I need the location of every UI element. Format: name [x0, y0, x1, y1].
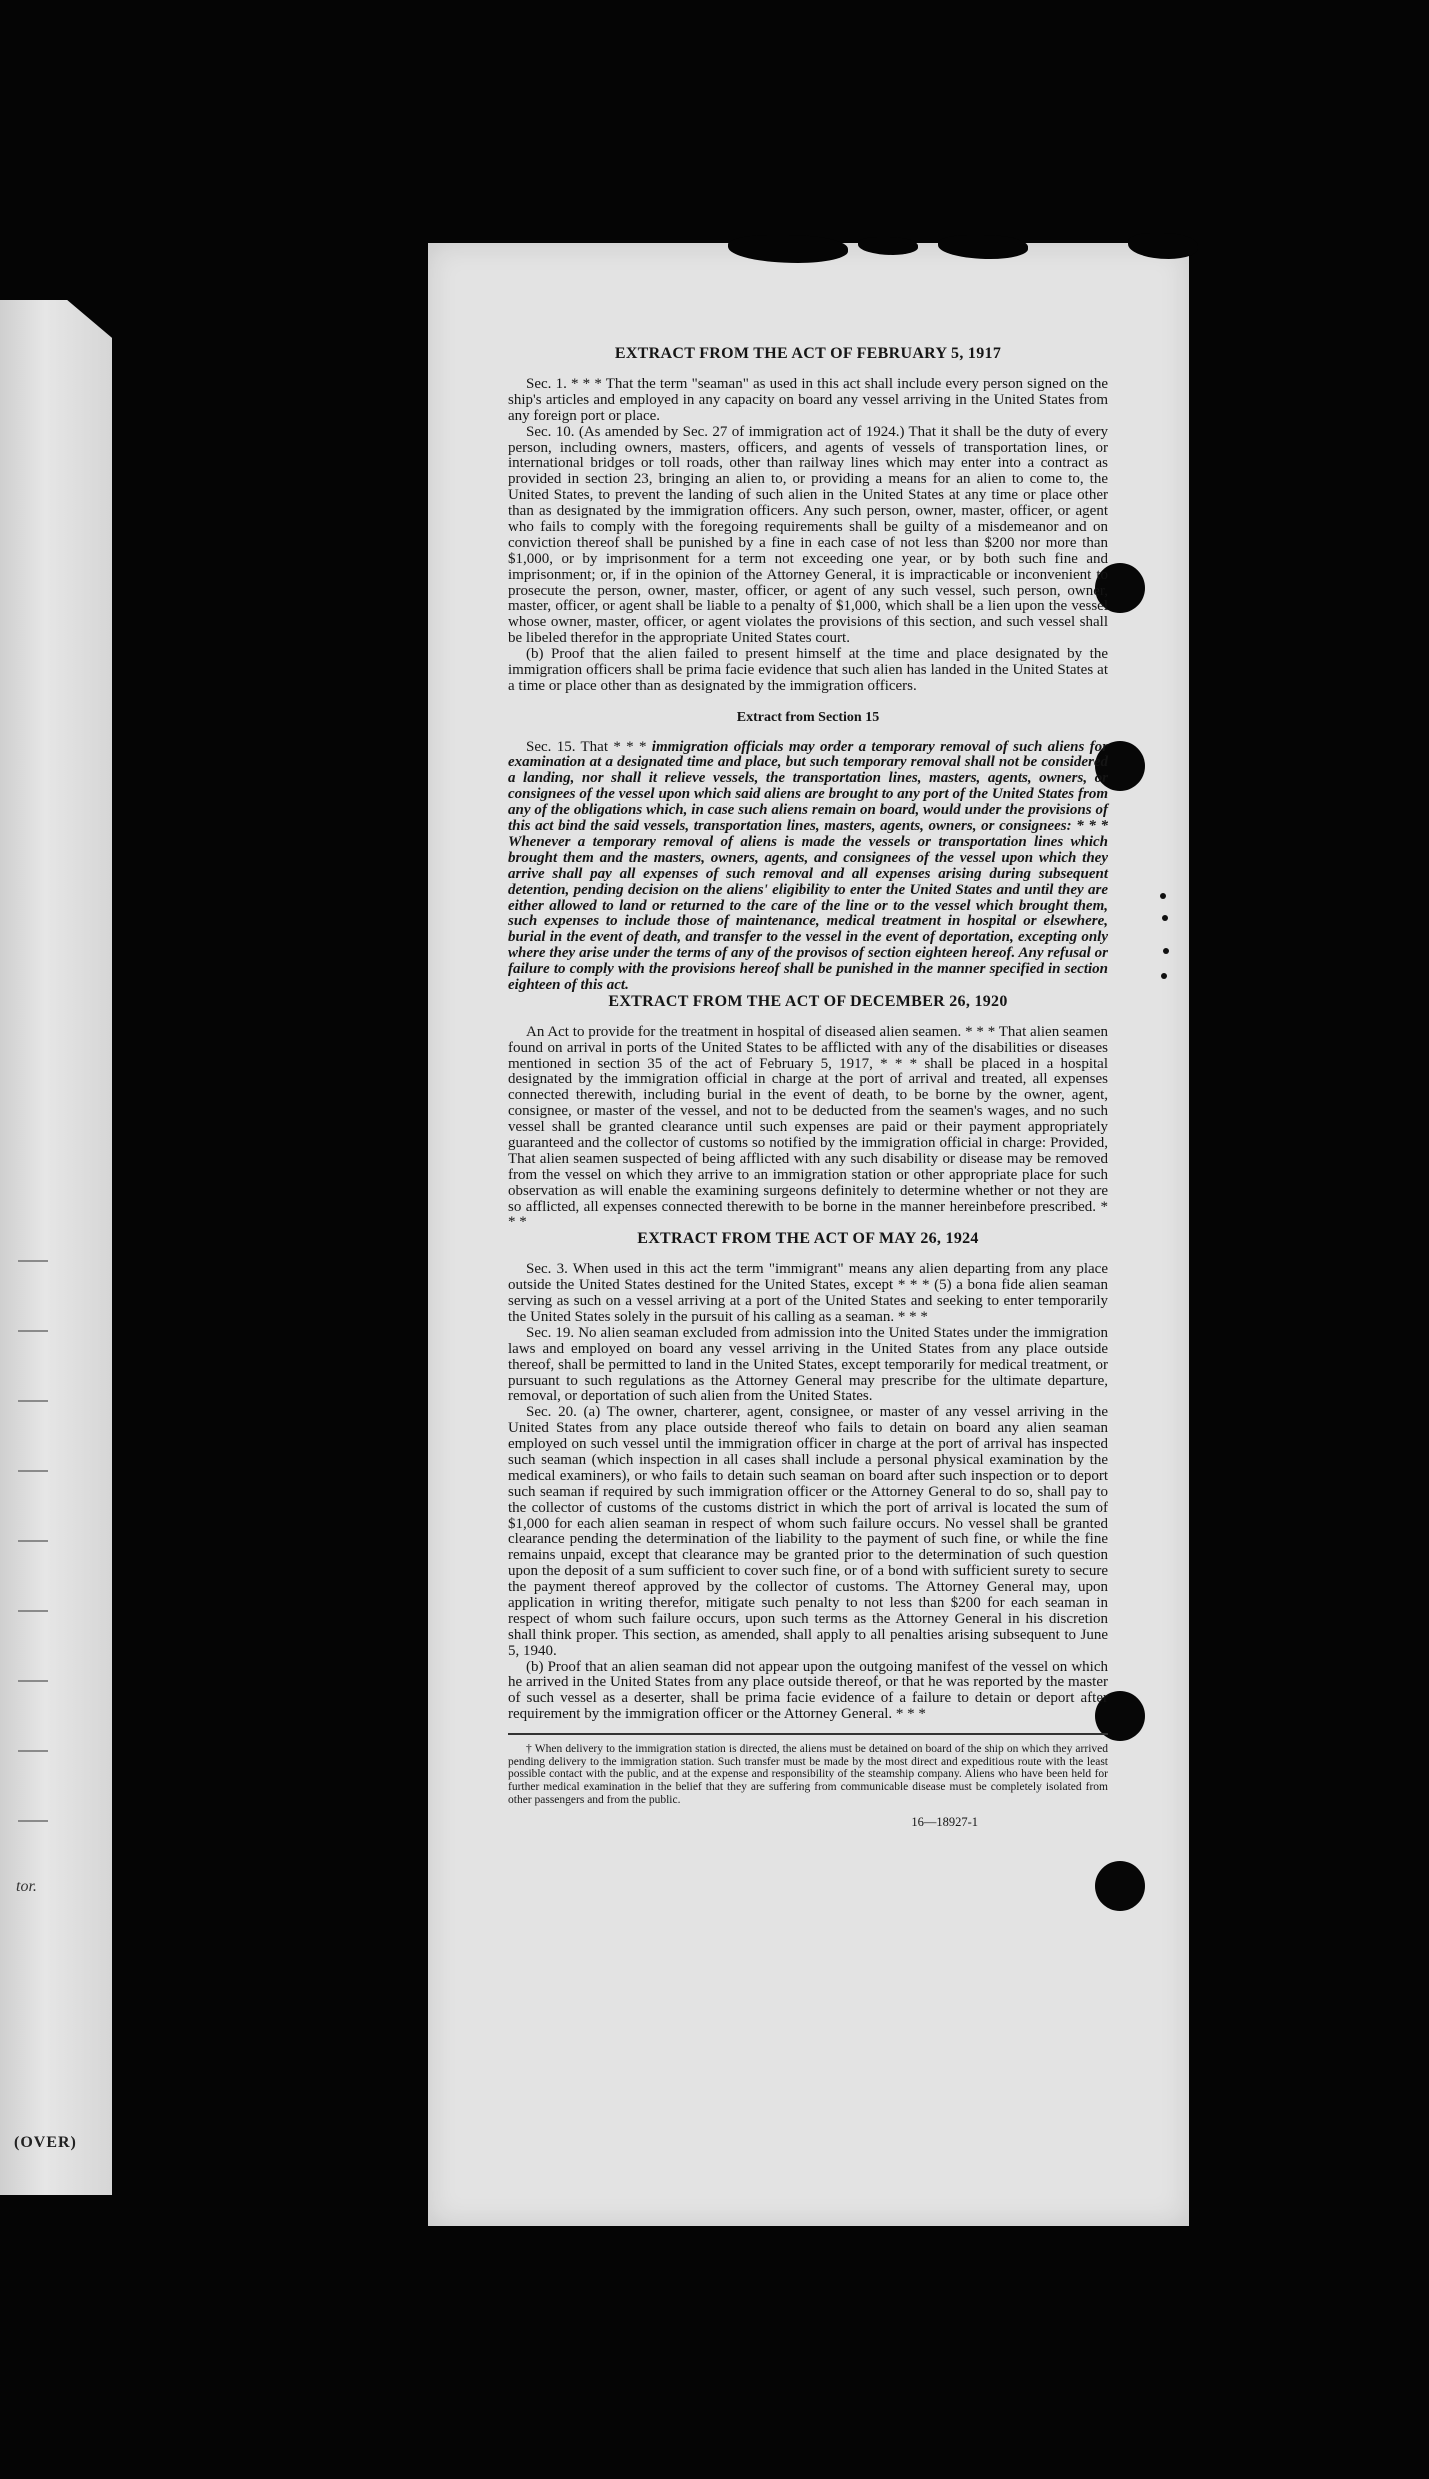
sec-15-lead: Sec. 15. That * * *	[526, 738, 652, 755]
edge-mark	[18, 1540, 48, 1542]
paragraph-sec-10b: (b) Proof that the alien failed to present himself at the time and place designated by the immigration officers shall be prima facie evidence that such alien has landed in the United States at a time or place other than as designated by the immigration officers.	[508, 646, 1108, 694]
edge-mark	[18, 1260, 48, 1262]
footnote-divider	[508, 1733, 1108, 1735]
paragraph-sec-20b: (b) Proof that an alien seaman did not appear upon the outgoing manifest of the vessel on which he arrived in the United States from any place outside thereof, or that he was reported by the master of such vessel as a deserter, shall be prima facie evidence of a failure to detain or deport after requirement by the immigration officer or the Attorney General. * * *	[508, 1658, 1108, 1723]
paper-tear	[1128, 233, 1198, 259]
paper-tear	[938, 235, 1028, 259]
document-page	[428, 243, 1189, 2226]
paragraph-sec-1: Sec. 1. * * * That the term "seaman" as used in this act shall include every person signed on the ship's articles and employed in any capacity on board any vessel arriving in the United States from any foreign port or place.	[508, 375, 1108, 424]
paragraph-sec-19: Sec. 19. No alien seaman excluded from admission into the United States under the immigration laws and employed on board any vessel arriving in the United States from any place outside thereof, shall be permitted to land in the United States, except temporarily for medical treatment, or pursuant to such regulations as the Attorney General may prescribe for the ultimate departure, removal, or deportation of such alien from the United States.	[508, 1324, 1108, 1405]
edge-mark	[18, 1680, 48, 1682]
edge-mark	[18, 1750, 48, 1752]
footnote: † When delivery to the immigration station is directed, the aliens must be detained on board of the ship on which they arrived pending delivery to the immigration station. Such transfer must be made by the most direct and expeditious route with the least possible contact with the public, and at the expense and responsibility of the steamship company. Aliens who have been held for further medical examination in the belief that they are suffering from communicable disease must be completely isolated from other passengers and from the public.	[508, 1743, 1108, 1806]
edge-mark	[18, 1610, 48, 1612]
paragraph-sec-10: Sec. 10. (As amended by Sec. 27 of immigration act of 1924.) That it shall be the duty of every person, including owners, masters, officers, and agents of vessels of transportation lines, or international bridges or toll roads, other than railway lines which may enter into a contract as provided in section 23, bringing an alien to, or providing a means for an alien to come to, the United States, to prevent the landing of such alien in the United States at any time or place other than as designated by the immigration officers. Any such person, owner, master, officer, or agent who fails to comply with the foregoing requirements shall be guilty of a misdemeanor and on conviction thereof shall be punished by a fine in each case of not less than $200 nor more than $1,000, or by imprisonment for a term not exceeding one year, or by both such fine and imprisonment; or, if in the opinion of the Attorney General, it is impracticable or inconvenient to prosecute the person, owner, master, officer, or agent of any such vessel, such person, owner, master, officer, or agent shall be liable to a penalty of $1,000, which shall be a lien upon the vessel whose owner, master, officer, or agent violates the provisions of this section, and such vessel shall be libeled therefor in the appropriate United States court.	[508, 423, 1108, 647]
heading-act-1924: EXTRACT FROM THE ACT OF MAY 26, 1924	[637, 1230, 979, 1248]
heading-section-15: Extract from Section 15	[736, 709, 880, 725]
paper-tear	[858, 237, 918, 255]
punch-hole	[1095, 1861, 1145, 1911]
speck	[1162, 915, 1168, 921]
sec-15-italic: immigration officials may order a temporary removal of such aliens for examination at a designated time and place, but such temporary removal shall not be considered a landing, nor shall it relieve vessels, the transportation lines, masters, agents, owners, or consignees of the vessel upon which said aliens are brought to any port of the United States from any of the obligations which, in case such aliens remain on board, would under the provisions of this act bind the said vessels, transportation lines, masters, agents, owners, or consignees: * * * Whenever a temporary removal of aliens is made the vessels or transportation lines which brought them and the masters, owners, agents, and consignees of the vessel upon which they arrive shall pay all expenses of such removal and all expenses arising during subsequent detention, pending decision on the aliens' eligibility to enter the United States and until they are either allowed to land or returned to the care of the line or to the vessel which brought them, such expenses to include those of maintenance, medical treatment in hospital or elsewhere, burial in the event of death, and transfer to the vessel in the event of deportation, excepting only where they arise under the terms of any of the provisos of section eighteen hereof. Any refusal or failure to comply with the provisions hereof shall be punished in the manner specified in section eighteen of this act.	[508, 738, 1108, 993]
document-content	[508, 346, 1108, 1830]
speck	[1163, 948, 1169, 954]
speck	[1161, 973, 1167, 979]
over-label: (OVER)	[14, 2134, 77, 2151]
edge-mark	[18, 1400, 48, 1402]
speck	[1160, 893, 1166, 899]
paper-tear	[728, 235, 848, 263]
edge-fragment-text: tor.	[16, 1878, 37, 1895]
paragraph-sec-15	[508, 740, 1108, 994]
adjacent-page-edge	[0, 300, 112, 2195]
heading-act-1917: EXTRACT FROM THE ACT OF FEBRUARY 5, 1917	[614, 345, 1002, 362]
edge-mark	[18, 1330, 48, 1332]
paragraph-sec-3: Sec. 3. When used in this act the term "immigrant" means any alien departing from any place outside the United States destined for the United States, except * * * (5) a bona fide alien seaman serving as such on a vessel arriving at a port of the United States and seeking to enter temporarily the United States solely in the pursuit of his calling as a seaman. * * *	[508, 1261, 1108, 1325]
edge-mark	[18, 1470, 48, 1472]
edge-mark	[18, 1820, 48, 1822]
paragraph-act-1920: An Act to provide for the treatment in hospital of diseased alien seamen. * * * That alien seamen found on arrival in ports of the United States to be afflicted with any of the disabilities or diseases mentioned in section 35 of the act of February 5, 1917, * * * shall be placed in a hospital designated by the immigration official in charge at the port of arrival and treated, all expenses connected therewith, including burial in the event of death, to be borne by the owner, agent, consignee, or master of the vessel, and not to be deducted from the seamen's wages, and no such vessel shall be granted clearance until such expenses are paid or their payment appropriately guaranteed and the collector of customs so notified by the immigration official in charge: Provided, That alien seamen suspected of being afflicted with any such disability or disease may be removed from the vessel on which they arrive to an immigration station or other appropriate place for such observation as will enable the examining surgeons definitely to determine whether or not they are so afflicted, all expenses connected therewith to be borne in the manner hereinbefore prescribed. * * *	[508, 1023, 1108, 1231]
form-number: 16—18927-1	[911, 1815, 978, 1830]
paragraph-sec-20: Sec. 20. (a) The owner, charterer, agent, consignee, or master of any vessel arriving in the United States from any place outside thereof who fails to detain on board any alien seaman employed on such vessel until the immigration officer in charge at the port of arrival has inspected such seaman (which inspection in all cases shall include a personal physical examination by the medical examiners), or who fails to detain such seaman on board after such inspection or to deport such seaman if required by such immigration officer or the Attorney General to do so, shall pay to the collector of customs of the customs district in which the port of arrival is located the sum of $1,000 for each alien seaman in respect of whom such failure occurs. No vessel shall be granted clearance pending the determination of the liability to the payment of such fine, or while the fine remains unpaid, except that clearance may be granted prior to the determination of such question upon the deposit of a sum sufficient to cover such fine, or of a bond with sufficient surety to secure the payment thereof approved by the collector of customs. The Attorney General may, upon application in writing therefor, mitigate such penalty to not less than $200 for each seaman in respect of whom such failure occurs, upon such terms as the Attorney General in his discretion shall think proper. This section, as amended, shall apply to all penalties arising subsequent to June 5, 1940.	[508, 1404, 1108, 1659]
heading-act-1920: EXTRACT FROM THE ACT OF DECEMBER 26, 1920	[608, 992, 1008, 1010]
